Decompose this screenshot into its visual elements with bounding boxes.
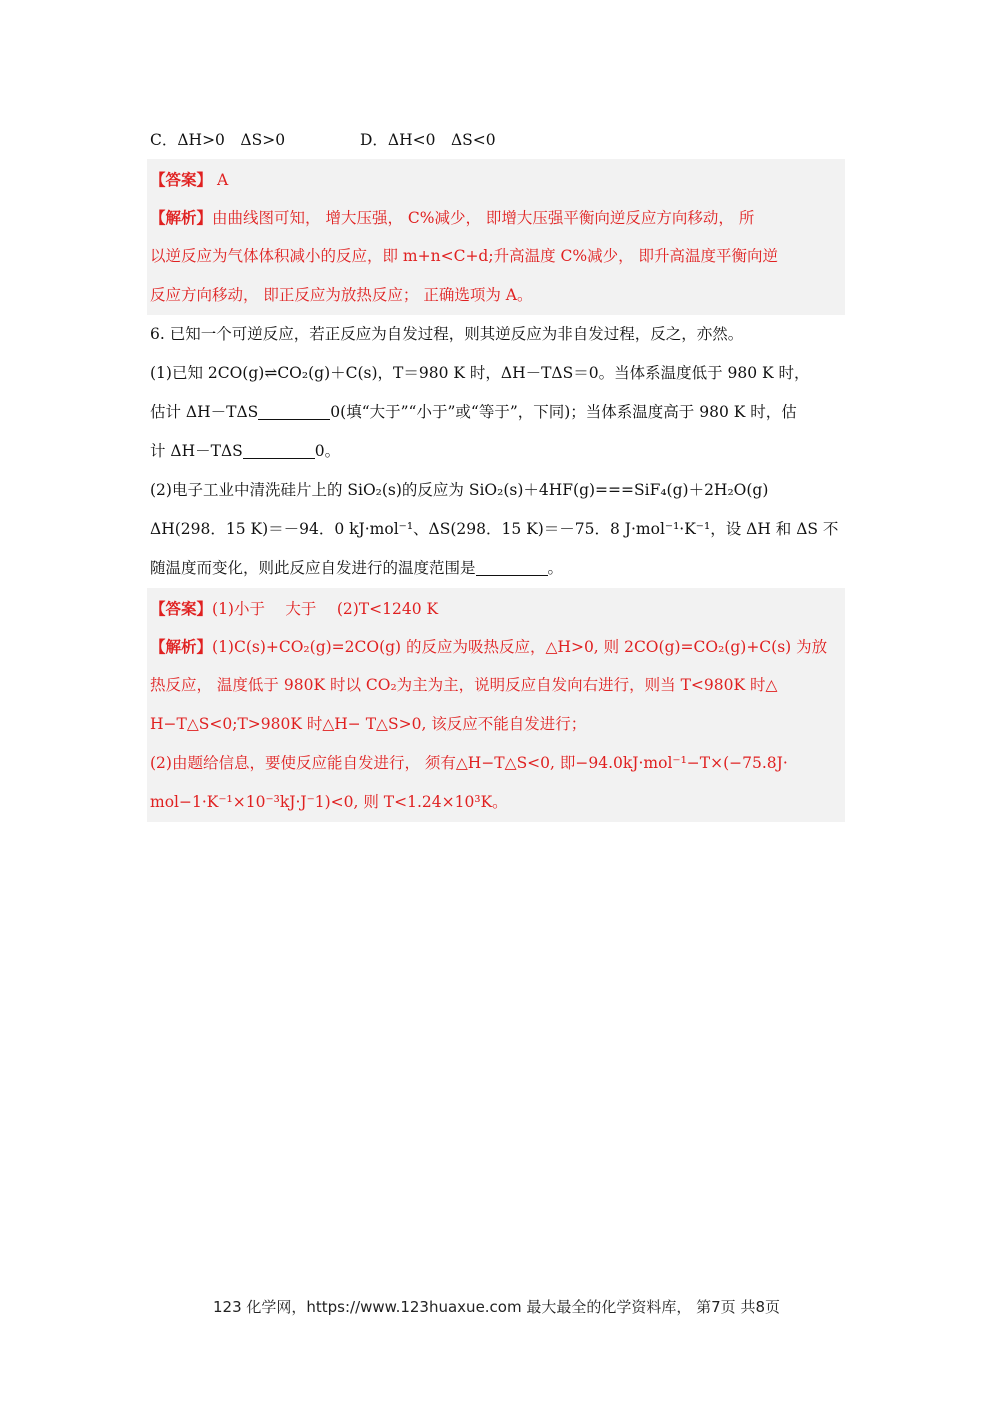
text-segment: 计 ΔH－TΔS [150, 442, 243, 460]
text-segment: 0。 [314, 442, 341, 460]
answer-tag: 【答案】 [150, 599, 213, 618]
answer-text: (1)小于 大于 (2)T<1240 K [212, 600, 439, 618]
analysis-1-line-3: 反应方向移动， 即正反应为放热反应； 正确选项为 A。 [150, 286, 533, 304]
answer-2 [150, 589, 845, 628]
question-6-part2-line3 [150, 549, 845, 588]
text-segment: 0(填“大于”“小于”或“等于”，下同)；当体系温度高于 980 K 时，估 [330, 403, 797, 421]
text-segment: 估计 ΔH－TΔS [150, 403, 259, 421]
analysis-2-line-3: H−T△S<0;T>980K 时△H− T△S>0, 该反应不能自发进行； [150, 715, 587, 733]
fill-blank-2[interactable] [243, 442, 315, 459]
analysis-tag: 【解析】 [150, 637, 213, 656]
analysis-text: 由曲线图可知， 增大压强， C%减少， 即增大压强平衡向逆反应方向移动， 所 [212, 209, 755, 227]
options-line [150, 121, 845, 160]
answer-1 [150, 160, 845, 199]
answer-tag: 【答案】 [150, 170, 213, 189]
question-6-part1-line3 [150, 432, 845, 471]
analysis-2-line-2: 热反应， 温度低于 980K 时以 CO₂为主为主，说明反应自发向右进行，则当 T<980K 时△ [150, 676, 778, 694]
question-6-part2-line2: ΔH(298．15 K)＝－94．0 kJ·mol⁻¹、ΔS(298．15 K)＝－75．8 J·mol⁻¹·K⁻¹，设 ΔH 和 ΔS 不 [150, 520, 839, 538]
option-c: C．ΔH>0 ΔS>0 [150, 131, 286, 149]
analysis-2-line-5: mol−1·K⁻¹×10⁻³kJ·J⁻1)<0, 则 T<1.24×10³K。 [150, 793, 508, 811]
question-6-part2-line1: (2)电子工业中清洗硅片上的 SiO₂(s)的反应为 SiO₂(s)＋4HF(g)===SiF₄(g)＋2H₂O(g) [150, 481, 769, 499]
analysis-2-line-1 [150, 627, 845, 666]
option-d: D．ΔH<0 ΔS<0 [360, 131, 496, 149]
analysis-tag: 【解析】 [150, 208, 213, 227]
question-6-stem: 6. 已知一个可逆反应，若正反应为自发过程，则其逆反应为非自发过程，反之，亦然。 [150, 325, 744, 343]
analysis-2-line-4: (2)由题给信息，要使反应能自发进行， 须有△H−T△S<0, 即−94.0kJ·mol⁻¹−T×(−75.8J· [150, 754, 788, 772]
question-6-part1-line2 [150, 393, 845, 432]
question-6-part1-line1: (1)已知 2CO(g)⇌CO₂(g)＋C(s)，T＝980 K 时，ΔH－TΔS＝0。当体系温度低于 980 K 时， [150, 364, 810, 382]
text-segment: 随温度而变化，则此反应自发进行的温度范围是 [150, 559, 476, 577]
answer-text: A [212, 171, 229, 189]
analysis-text: (1)C(s)+CO₂(g)=2CO(g) 的反应为吸热反应，△H>0, 则 2CO(g)=CO₂(g)+C(s) 为放 [212, 638, 828, 656]
fill-blank-1[interactable] [258, 403, 330, 420]
analysis-1-line-1 [150, 198, 845, 237]
text-segment: 。 [547, 559, 564, 577]
page-footer: 123 化学网，https://www.123huaxue.com 最大最全的化学资料库， 第7页 共8页 [212, 1298, 780, 1316]
fill-blank-3[interactable] [476, 559, 548, 576]
analysis-1-line-2: 以逆反应为气体体积减小的反应，即 m+n<C+d;升高温度 C%减少， 即升高温度平衡向逆 [150, 247, 779, 265]
